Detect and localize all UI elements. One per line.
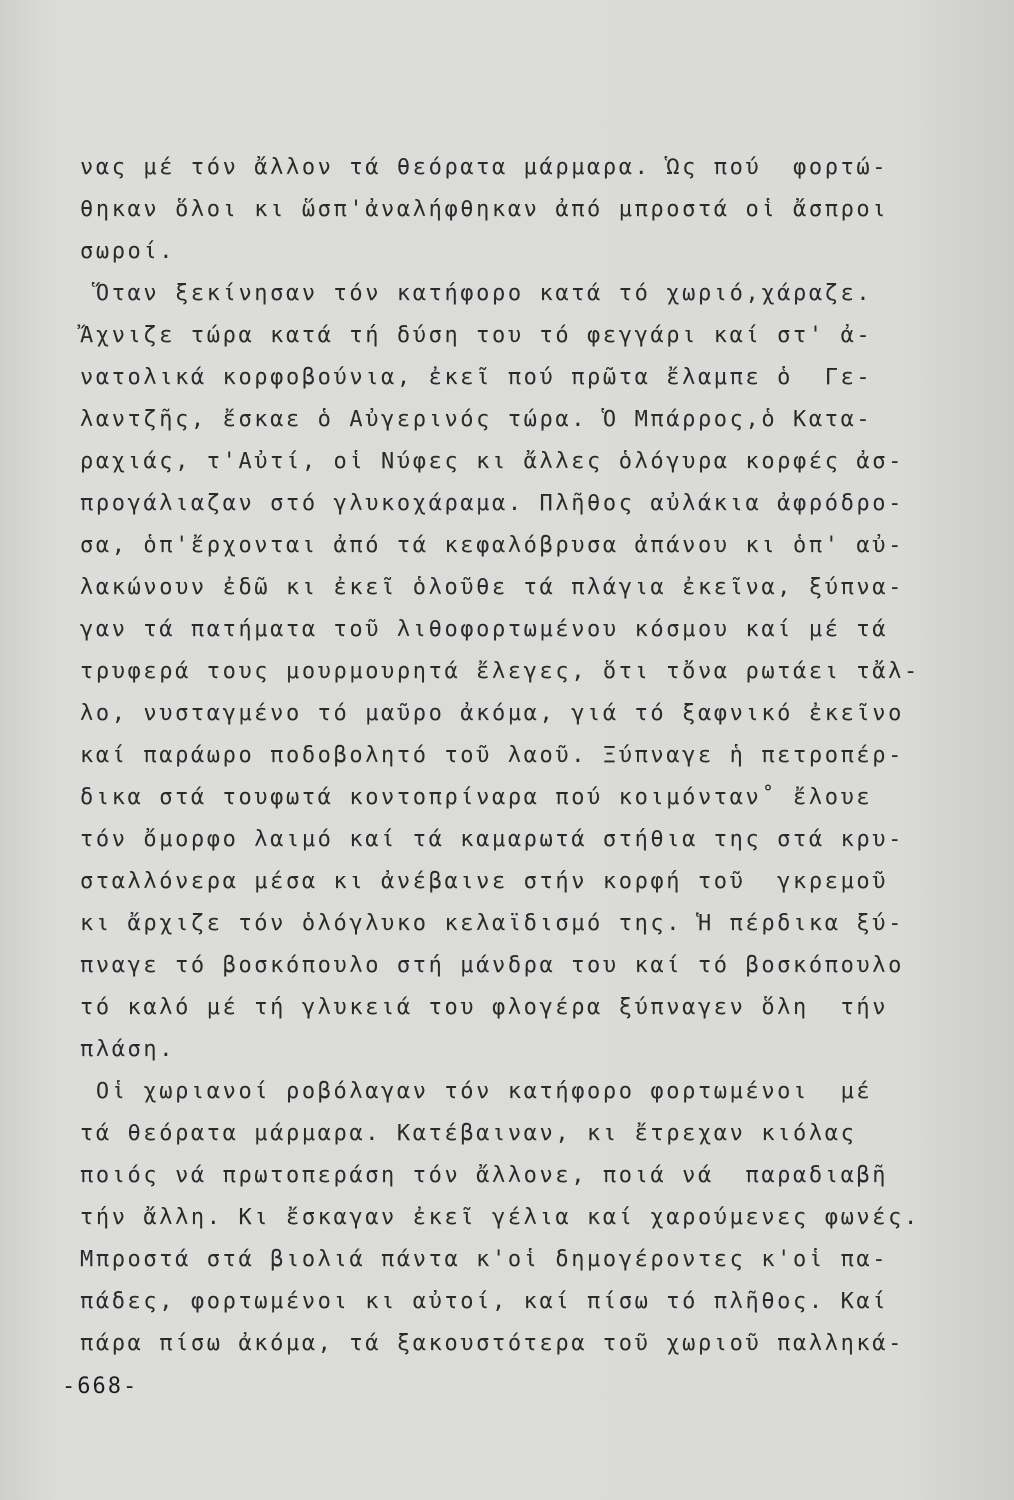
text-line: Ὅταν ξεκίνησαν τόν κατήφορο κατά τό χωριό,χάραζε. xyxy=(80,281,873,306)
text-line: νας μέ τόν ἄλλον τά θεόρατα μάρμαρα. Ὡς πού φορτώ- xyxy=(80,155,889,180)
text-line: κι ἄρχιζε τόν ὁλόγλυκο κελαϊδισμό της. Ἡ πέρδικα ξύ- xyxy=(80,911,904,936)
text-line: τά θεόρατα μάρμαρα. Κατέβαιναν, κι ἔτρεχαν κιόλας xyxy=(80,1121,857,1146)
text-line: σταλλόνερα μέσα κι ἀνέβαινε στήν κορφή τοῦ γκρεμοῦ xyxy=(80,869,889,894)
text-line: πναγε τό βοσκόπουλο στή μάνδρα του καί τό βοσκόπουλο xyxy=(80,953,904,978)
text-line: τήν ἄλλη. Κι ἔσκαγαν ἐκεῖ γέλια καί χαρούμενες φωνές. xyxy=(80,1205,920,1230)
text-line: Οἱ χωριανοί ροβόλαγαν τόν κατήφορο φορτωμένοι μέ xyxy=(80,1079,873,1104)
text-line: ραχιάς, τ'Αὐτί, οἱ Νύφες κι ἄλλες ὁλόγυρα κορφές ἀσ- xyxy=(80,449,904,474)
text-line: πάρα πίσω ἀκόμα, τά ξακουστότερα τοῦ χωριοῦ παλληκά- xyxy=(80,1331,904,1356)
text-line: ποιός νά πρωτοπεράση τόν ἄλλονε, ποιά νά παραδιαβῆ xyxy=(80,1163,889,1188)
text-line: λο, νυσταγμένο τό μαῦρο ἀκόμα, γιά τό ξαφνικό ἐκεῖνο xyxy=(80,701,904,726)
text-line: τό καλό μέ τή γλυκειά του φλογέρα ξύπναγεν ὅλη τήν xyxy=(80,995,889,1020)
text-line: γαν τά πατήματα τοῦ λιθοφορτωμένου κόσμου καί μέ τά xyxy=(80,617,889,642)
text-line: προγάλιαζαν στό γλυκοχάραμα. Πλῆθος αὐλάκια ἀφρόδρο- xyxy=(80,491,904,516)
text-line: λακώνουν ἐδῶ κι ἐκεῖ ὁλοῦθε τά πλάγια ἐκεῖνα, ξύπνα- xyxy=(80,575,904,600)
text-line: Ἄχνιζε τώρα κατά τή δύση του τό φεγγάρι καί στ' ἀ- xyxy=(80,323,873,348)
text-line: σωροί. xyxy=(80,239,176,264)
text-line: σα, ὁπ'ἔρχονται ἀπό τά κεφαλόβρυσα ἀπάνου κι ὁπ' αὐ- xyxy=(80,533,904,558)
text-line: τόν ὄμορφο λαιμό καί τά καμαρωτά στήθια της στά κρυ- xyxy=(80,827,904,852)
text-line: λαντζῆς, ἔσκαε ὁ Αὐγερινός τώρα. Ὁ Μπάρρος,ὁ Κατα- xyxy=(80,407,873,432)
text-line: Μπροστά στά βιολιά πάντα κ'οἱ δημογέροντες κ'οἱ πα- xyxy=(80,1247,889,1272)
page-number: -668- xyxy=(62,1374,139,1399)
text-line: τρυφερά τους μουρμουρητά ἔλεγες, ὅτι τὄνα ρωτάει τἄλ- xyxy=(80,659,920,684)
text-line: πάδες, φορτωμένοι κι αὐτοί, καί πίσω τό πλῆθος. Καί xyxy=(80,1289,889,1314)
text-line: θηκαν ὅλοι κι ὥσπ'ἀναλήφθηκαν ἀπό μπροστά οἱ ἄσπροι xyxy=(80,197,889,222)
text-line: νατολικά κορφοβούνια, ἐκεῖ πού πρῶτα ἔλαμπε ὁ Γε- xyxy=(80,365,873,390)
text-line: καί παράωρο ποδοβολητό τοῦ λαοῦ. Ξύπναγε ἡ πετροπέρ- xyxy=(80,743,904,768)
text-line: πλάση. xyxy=(80,1037,176,1062)
text-line: δικα στά τουφωτά κοντοπρίναρα πού κοιμόνταν˚ ἔλουε xyxy=(80,785,873,810)
